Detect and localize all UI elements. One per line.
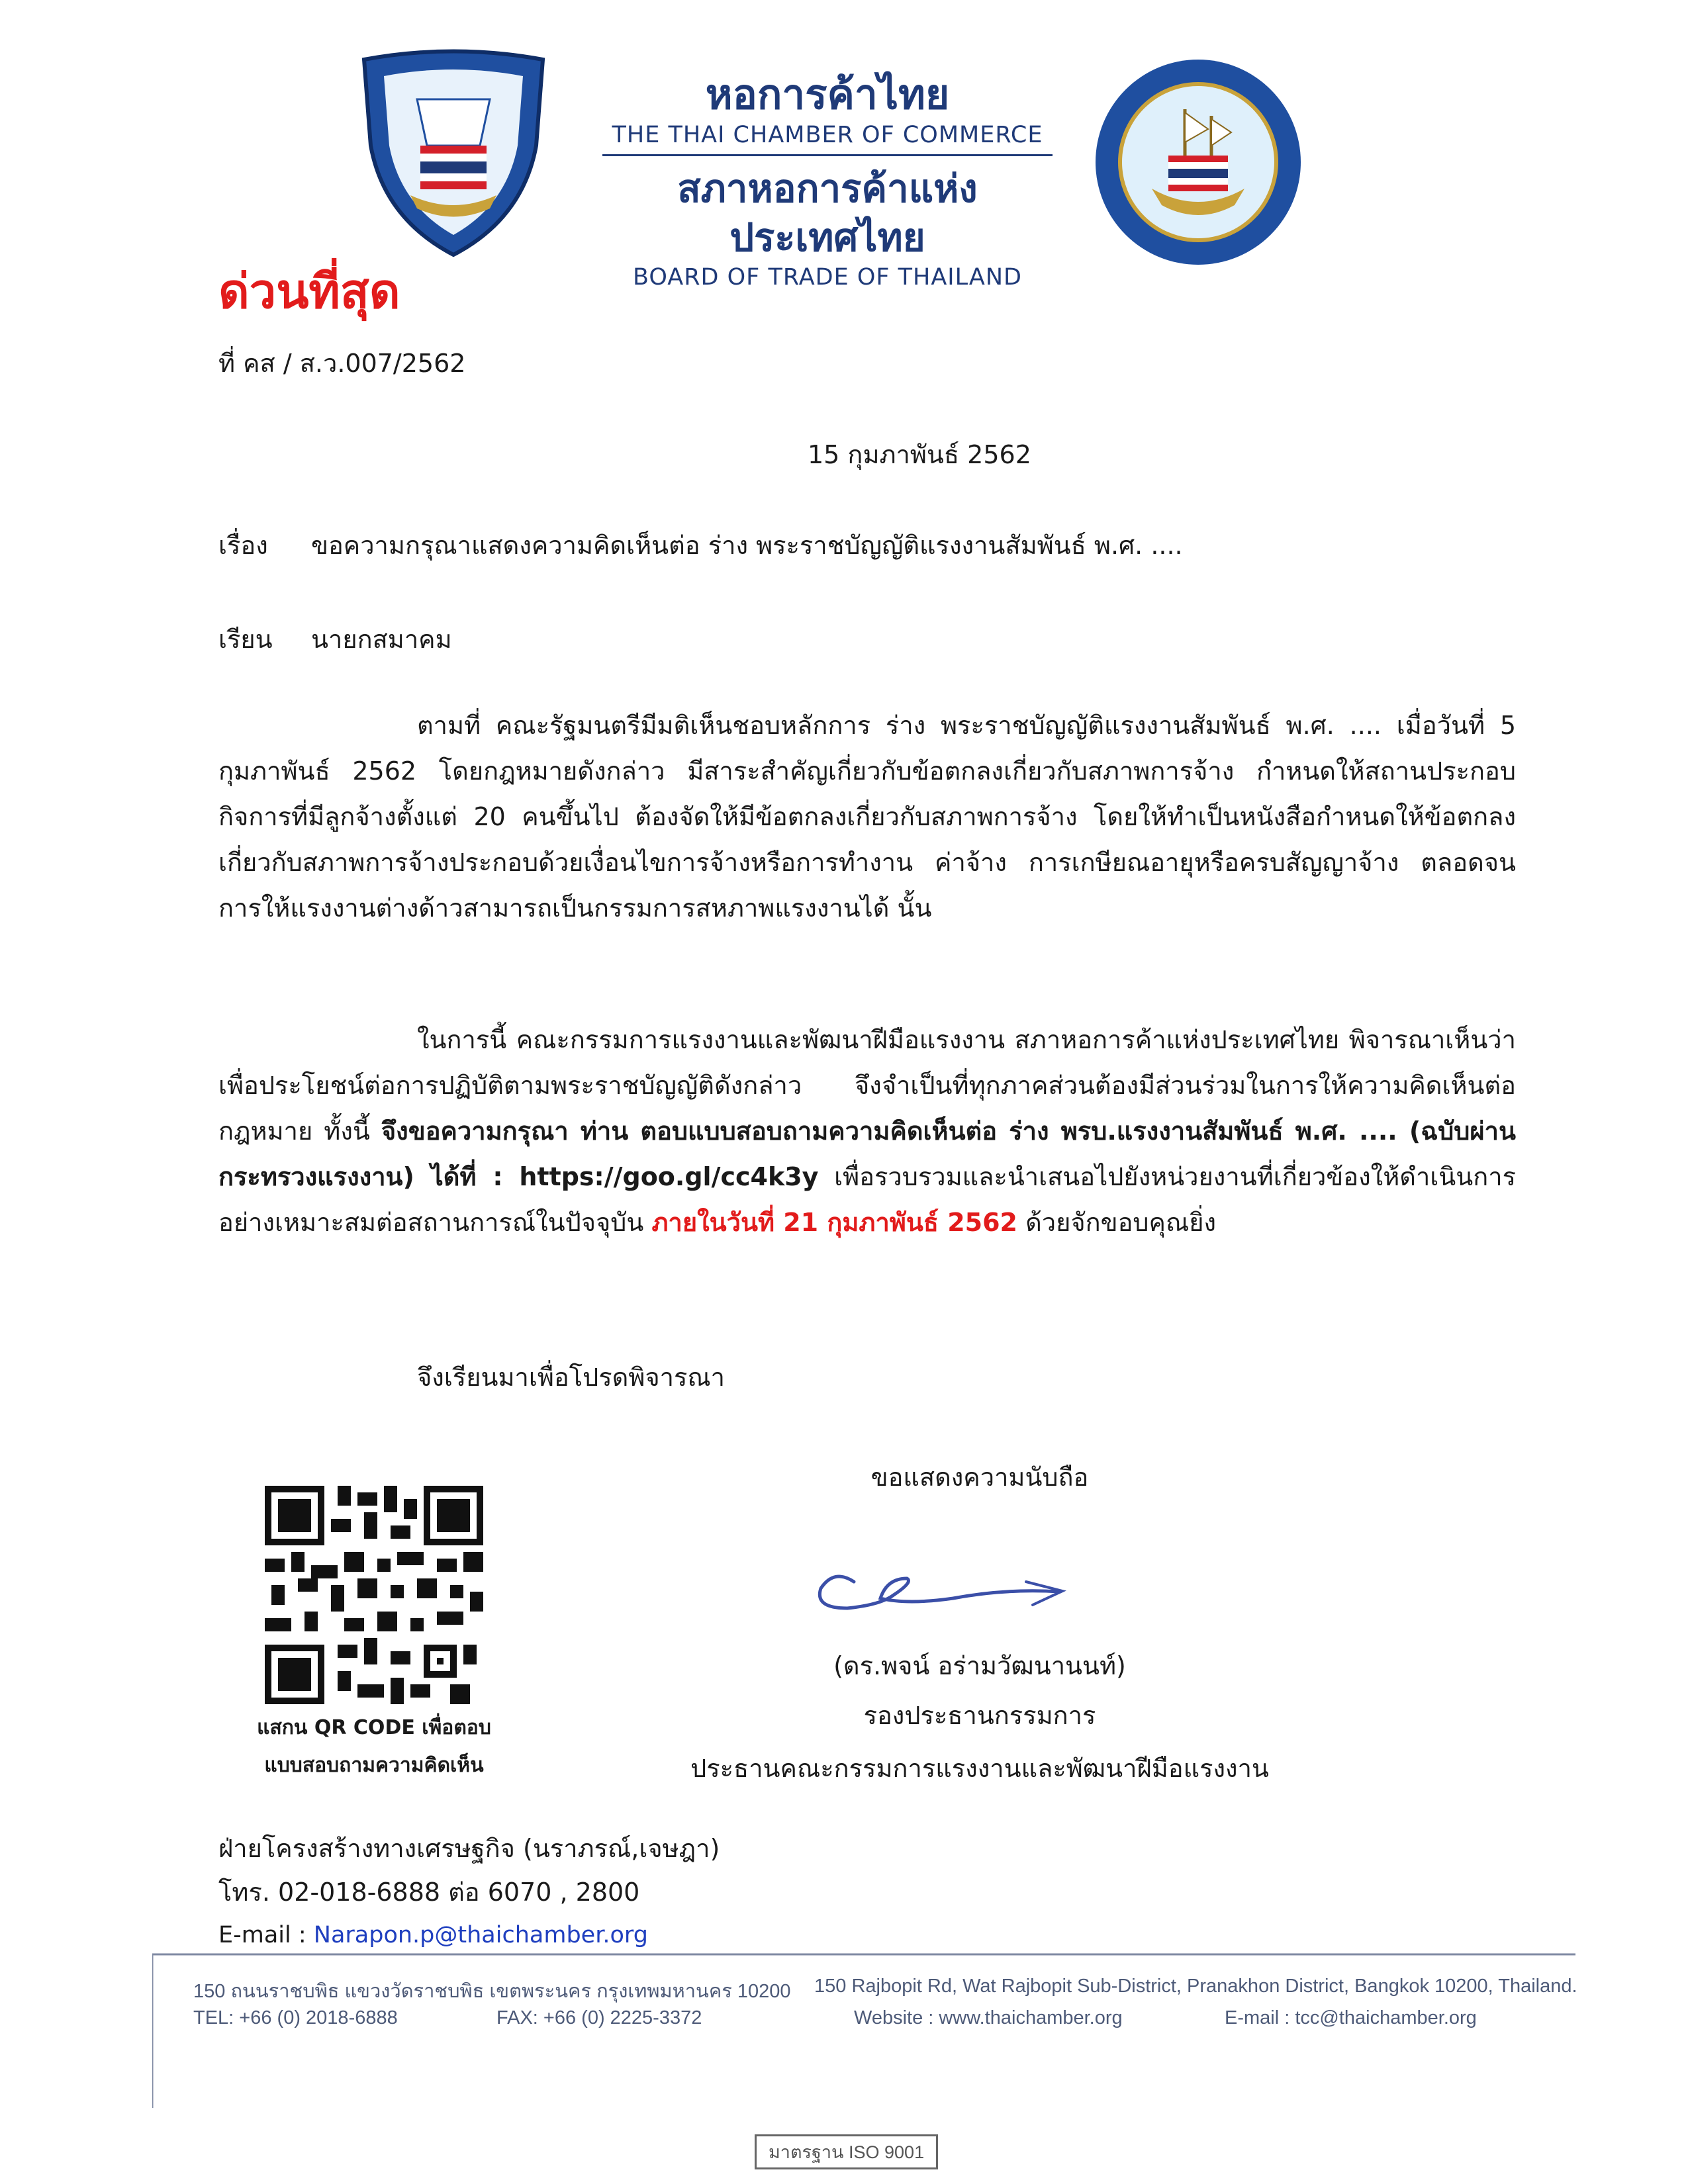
subject-text: ขอความกรุณาแสดงความคิดเห็นต่อ ร่าง พระราชบัญญัติแรงงานสัมพันธ์ พ.ศ. .... — [311, 531, 1183, 560]
recipient-label: เรียน — [218, 625, 273, 654]
qr-caption-line-1: แสกน QR CODE เพื่อตอบ — [257, 1716, 491, 1739]
paragraph-2-purpose: เพื่อรวบรวมและนำเสนอไปยังหน่วยงานที่เกี่ยวข้องให้ดำเนินการอย่างเหมาะสมต่อสถานการณ์ในปัจจุบัน — [218, 1162, 1516, 1237]
board-name-thai: สภาหอการค้าแห่งประเทศไทย — [677, 166, 978, 260]
shield-logo-icon — [357, 46, 549, 258]
deadline-text: ภายในวันที่ 21 กุมภาพันธ์ 2562 — [651, 1208, 1017, 1237]
seal-logo-icon — [1092, 56, 1304, 268]
board-name-english: BOARD OF TRADE OF THAILAND — [632, 264, 1023, 291]
survey-link[interactable]: https://goo.gl/cc4k3y — [519, 1162, 819, 1191]
letterhead-footer — [152, 1949, 1575, 2108]
footer-address-english: 150 Rajbopit Rd, Wat Rajbopit Sub-District, Pranakhon District, Bangkok 10200, Thailand. — [814, 1976, 1577, 1997]
urgency-label: ด่วนที่สุด — [218, 263, 400, 319]
signature-icon — [808, 1542, 1072, 1628]
org-header — [583, 69, 1072, 293]
qr-code-icon[interactable] — [265, 1486, 483, 1704]
footer-tel: TEL: +66 (0) 2018-6888 — [193, 2007, 398, 2028]
recipient-text: นายกสมาคม — [311, 625, 452, 654]
org-name-thai: หอการค้าไทย — [705, 70, 950, 118]
contact-email-link[interactable]: Narapon.p@thaichamber.org — [313, 1922, 648, 1948]
signer-title-1: รองประธานกรรมการ — [863, 1701, 1096, 1730]
letter-date: 15 กุมภาพันธ์ 2562 — [808, 440, 1031, 469]
regards-text: ขอแสดงความนับถือ — [870, 1463, 1089, 1492]
body-paragraph-1 — [218, 703, 1516, 931]
paragraph-1-text: ตามที่ คณะรัฐมนตรีมีมติเห็นชอบหลักการ ร่าง พระราชบัญญัติแรงงานสัมพันธ์ พ.ศ. .... เมื่อวันที่ 5 กุมภาพันธ์ 2562 โดยกฎหมายดังกล่าว มีสาระสำคัญเกี่ยวกับข้อตกลงเกี่ยวกับสภาพการจ้าง กำหนดให้สถานประกอบกิจการที่มีลูกจ้างตั้งแต่ 20 คนขึ้นไป ต้องจัดให้มีข้อตกลงเกี่ยวกับสภาพการจ้าง โดยให้ทำเป็นหนังสือกำหนดให้ข้อตกลงเกี่ยวกับสภาพการจ้างประกอบด้วยเงื่อนไขการจ้างหรือการทำงาน ค่าจ้าง การเกษียณอายุหรือครบสัญญาจ้าง ตลอดจน การให้แรงงานต่างด้าวสามารถเป็นกรรมการสหภาพแรงงานได้ นั้น — [218, 711, 1516, 923]
contact-email-label: E-mail : — [218, 1922, 314, 1948]
subject-label: เรื่อง — [218, 531, 268, 560]
header-divider — [602, 154, 1053, 156]
iso-badge: มาตรฐาน ISO 9001 — [755, 2134, 938, 2169]
signer-name: (ดร.พจน์ อร่ามวัฒนานนท์) — [833, 1651, 1126, 1680]
footer-website[interactable]: Website : www.thaichamber.org — [854, 2007, 1123, 2028]
qr-caption-line-2: แบบสอบถามความคิดเห็น — [264, 1754, 484, 1777]
contact-department: ฝ่ายโครงสร้างทางเศรษฐกิจ (นราภรณ์,เจษฎา) — [218, 1834, 720, 1863]
paragraph-2-intro: ในการนี้ คณะกรรมการแรงงานและพัฒนาฝีมือแรงงาน สภาหอการค้าแห่งประเทศไทย พิจารณาเห็นว่าเพื่อประโยชน์ต่อการปฏิบัติตามพระราชบัญญัติดังกล่าว จึงจำเป็นที่ทุกภาคส่วนต้องมีส่วนร่วมในการให้ความคิดเห็นต่อกฎหมาย ทั้งนี้ — [218, 1025, 1516, 1146]
footer-address-thai: 150 ถนนราชบพิธ แขวงวัดราชบพิธ เขตพระนคร กรุงเทพมหานคร 10200 — [193, 1981, 791, 2002]
paragraph-2-request: จึงขอความกรุณา ท่าน ตอบแบบสอบถามความคิดเห็นต่อ ร่าง พรบ.แรงงานสัมพันธ์ พ.ศ. .... (ฉบับผ่านกระทรวงแรงงาน) ได้ที่ : — [218, 1116, 1516, 1191]
reference-number: ที่ คส / ส.ว.007/2562 — [218, 349, 466, 378]
footer-email[interactable]: E-mail : tcc@thaichamber.org — [1225, 2007, 1477, 2028]
paragraph-2-thanks: ด้วยจักขอบคุณยิ่ง — [1017, 1208, 1217, 1237]
signer-title-2: ประธานคณะกรรมการแรงงานและพัฒนาฝีมือแรงงาน — [690, 1754, 1269, 1783]
org-name-english: THE THAI CHAMBER OF COMMERCE — [612, 122, 1043, 148]
footer-fax: FAX: +66 (0) 2225-3372 — [496, 2007, 702, 2028]
closing-request: จึงเรียนมาเพื่อโปรดพิจารณา — [417, 1363, 725, 1392]
contact-phone: โทร. 02-018-6888 ต่อ 6070 , 2800 — [218, 1878, 640, 1907]
body-paragraph-2 — [218, 1017, 1516, 1246]
